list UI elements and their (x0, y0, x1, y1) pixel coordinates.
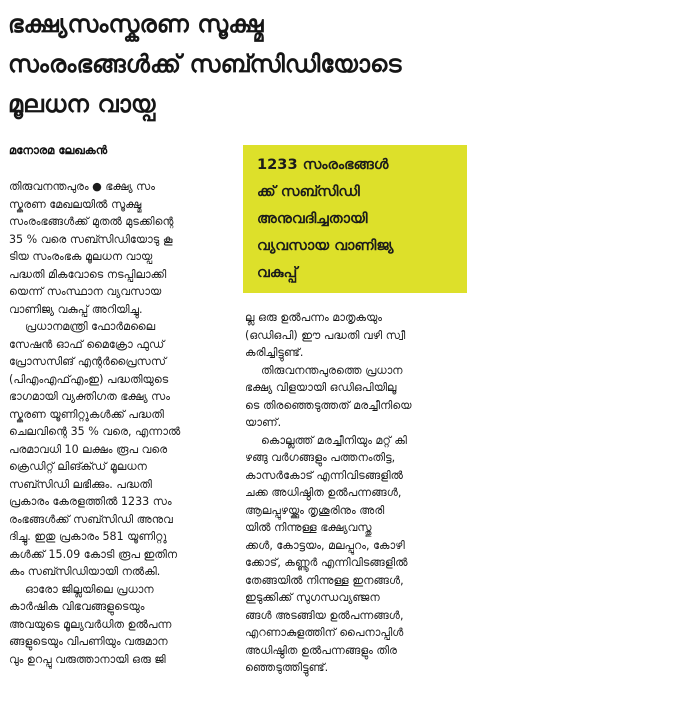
text-line: കൾക്ക് 15.09 കോടി രൂപ ഇതിന (9, 547, 178, 561)
text-line: (പിഎംഎഫ്എംഇ) പദ്ധതിയുടെ (9, 372, 169, 386)
text-line: ക്കോട്, കണ്ണൂർ എന്നിവിടങ്ങളിൽ (245, 556, 408, 569)
text-line: ഞ്ഞെടുത്തിട്ടുണ്ട്. (245, 661, 329, 674)
text-line: ഭാഗമായി വ്യക്തിഗത ഭക്ഷ്യ സം (9, 390, 171, 403)
paragraph (245, 362, 471, 432)
headline-line: മൂലധന വായ്പ (8, 90, 156, 118)
text-line: സേഷൻ ഓഫ് മൈക്രോ ഫുഡ് (9, 337, 165, 351)
pull-quote-line: വ്യവസായ വാണിജ്യ (257, 237, 394, 254)
paragraph (9, 581, 231, 669)
text-line: സംരംഭങ്ങൾക്ക് മുതൽ മുടക്കിന്റെ (9, 215, 174, 228)
text-line: തിരുവനന്തപുരം ● ഭക്ഷ്യ സം (9, 180, 156, 193)
text-line: പദ്ധതി മികവോടെ നടപ്പിലാക്കി (9, 267, 167, 281)
text-line: ടെ തിരഞ്ഞെടുത്തത് മരച്ചീനിയെ (245, 398, 412, 412)
article-column-left (9, 178, 231, 668)
text-line: 35 % വരെ സബ്സിഡിയോടു കൂ (9, 232, 173, 246)
text-line: കൊല്ലത്ത് മരച്ചീനിയും മറ്റ് കി (261, 433, 407, 447)
text-line: എറണാകുളത്തിന് പൈനാപ്പിൾ (245, 626, 404, 639)
text-line: സബ്സിഡി ലഭിക്കും. പദ്ധതി (9, 477, 152, 491)
pull-quote (257, 151, 394, 286)
pull-quote-line: ക്ക് സബ്സിഡി (257, 183, 360, 200)
text-line: പ്രധാനമന്ത്രി ഫോർമലൈ (25, 320, 156, 333)
text-line: ക്കൾ, കോട്ടയം, മലപ്പുറം, കോഴി (245, 538, 405, 552)
text-line: രംഭങ്ങൾക്ക് സബ്സിഡി അനുവ (9, 512, 173, 526)
text-line: കരിച്ചിട്ടുണ്ട്. (245, 346, 304, 359)
text-line: ഴങ്ങു വർഗങ്ങളും പത്തനംതിട്ട, (245, 451, 396, 464)
text-line: അധിഷ്ഠിത ഉൽപന്നങ്ങളും തിര (245, 643, 397, 657)
paragraph (9, 178, 231, 318)
text-line: ചെലവിന്റെ 35 % വരെ, എന്നാൽ (9, 425, 181, 438)
text-line: യെന്ന് സംസ്ഥാന വ്യവസായ (9, 285, 162, 298)
text-line: ഭക്ഷ്യ വിളയായി ഒഡിഒപിയിലൂ (245, 381, 397, 394)
text-line: തിരുവനന്തപുരത്തെ പ്രധാന (261, 363, 403, 377)
headline-line: സംരംഭങ്ങൾക്ക് സബ്സിഡിയോടെ (8, 50, 402, 78)
pull-quote-line: വകുപ്പ് (257, 264, 298, 281)
text-line: കം സബ്സിഡിയായി നൽകി. (9, 565, 161, 578)
text-line: ആലപ്പുഴയ്ക്കും തൃശൂരിനും അരി (245, 503, 385, 517)
paragraph (9, 318, 231, 581)
text-line: ക്രെഡിറ്റ് ലിങ്ക്ഡ് മൂലധന (9, 460, 147, 473)
headline-line: ഭക്ഷ്യസംസ്കരണ സൂക്ഷ്മ (8, 10, 264, 38)
text-line: കാർഷിക വിഭവങ്ങളുടെയും (9, 600, 145, 613)
pull-quote-line: 1233 സംരംഭങ്ങൾ (257, 156, 389, 173)
text-line: ചക്ക അധിഷ്ഠിത ഉൽപന്നങ്ങൾ, (245, 486, 402, 499)
text-line: ങ്ങളുടെയും വിപണിയും വരുമാന (9, 635, 168, 648)
article-column-right (245, 309, 471, 677)
text-line: അവയുടെ മൂല്യവർധിത ഉൽപന്ന (9, 617, 172, 631)
text-line: ല്ല ഒരു ഉൽപന്നം മാതൃകയും (245, 311, 383, 324)
text-line: പ്രകാരം കേരളത്തിൽ 1233 സം (9, 495, 172, 508)
byline: മനോരമ ലേഖകൻ (9, 143, 108, 157)
text-line: പ്രോസസിങ് എന്റർപ്രൈസസ് (9, 355, 167, 368)
text-line: (ഒഡിഒപി) ഈ പദ്ധതി വഴി സ്വീ (245, 328, 406, 342)
text-line: വും ഉറപ്പു വരുത്താനായി ഒരു ജി (9, 652, 166, 666)
paragraph (245, 432, 471, 677)
text-line: വാണിജ്യ വകുപ്പ് അറിയിച്ചു. (9, 302, 143, 316)
text-line: ങ്ങൾ അടങ്ങിയ ഉൽപന്നങ്ങൾ, (245, 608, 404, 622)
text-line: ഇടുക്കിക്ക് സുഗന്ധവ്യഞ്ജന (245, 591, 380, 604)
text-line: സ്കരണ മേഖലയിൽ സൂക്ഷ്മ (9, 197, 142, 211)
text-line: ഓരോ ജില്ലയിലെ പ്രധാന (25, 582, 154, 596)
pull-quote-line: അനുവദിച്ചതായി (257, 210, 368, 227)
watermark: ഓൺലൈൻ മനോരമ (664, 325, 677, 437)
text-line: പരമാവധി 10 ലക്ഷം രൂപ വരെ (9, 442, 168, 456)
text-line: യാണ്. (245, 416, 282, 429)
headline (8, 4, 470, 124)
text-line: ദിച്ചു. ഇതു പ്രകാരം 581 യൂണിറ്റു (9, 530, 167, 543)
text-line: തേങ്ങയിൽ നിന്നുള്ള ഇനങ്ങൾ, (245, 573, 404, 587)
text-line: കാസർകോട് എന്നിവിടങ്ങളിൽ (245, 468, 403, 482)
paragraph (245, 309, 471, 362)
text-line: സ്കരണ യൂണിറ്റുകൾക്ക് പദ്ധതി (9, 407, 164, 421)
text-line: ടിയ സംരംഭക മൂലധന വായ്പ (9, 250, 153, 263)
text-line: യിൽ നിന്നുള്ള ഭക്ഷ്യവസ്തു (245, 521, 372, 534)
